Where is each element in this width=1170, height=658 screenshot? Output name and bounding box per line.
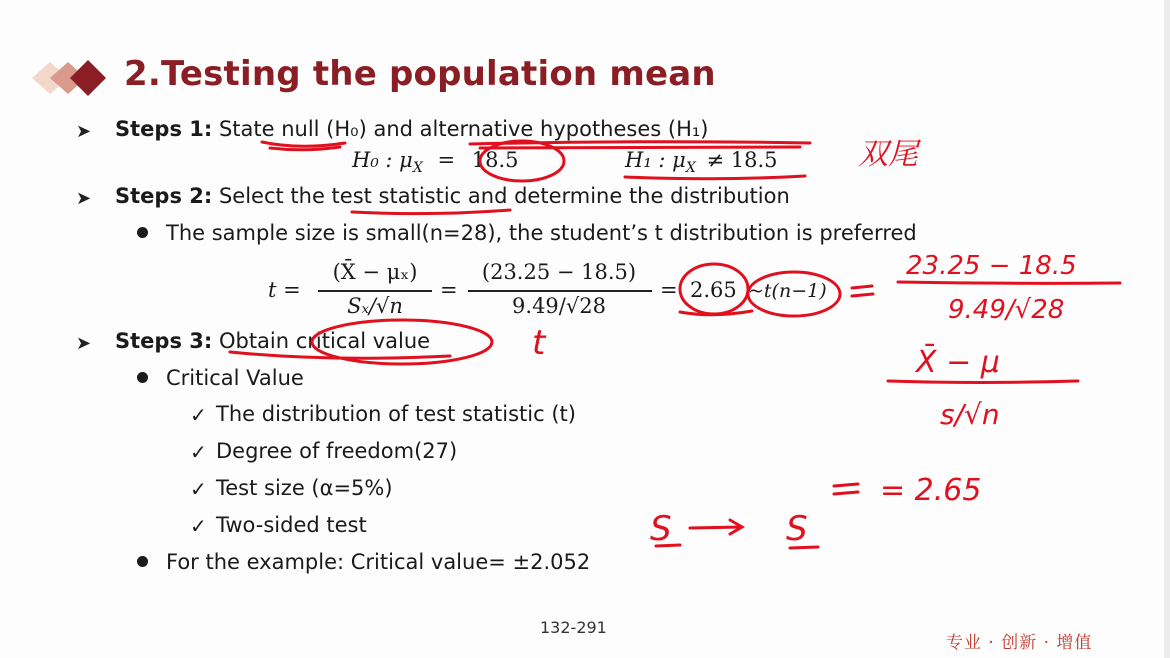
scroll-edge: [1164, 0, 1170, 658]
check-item: Test size (α=5%): [216, 476, 393, 500]
h0-sub: X: [412, 160, 423, 177]
footer-brand: 专业 · 创新 · 增值: [946, 633, 1093, 653]
formula-equals-3: =: [660, 278, 678, 302]
formula-t: t =: [268, 278, 301, 302]
step-1-text: State null (H₀) and alternative hypotheses (H₁): [218, 117, 709, 141]
h0-equals: =: [437, 148, 456, 172]
step-3-label: Steps 3:: [115, 329, 213, 353]
step-2-bullet: The sample size is small(n=28), the student’s t distribution is preferred: [166, 221, 917, 245]
t-note: t: [532, 323, 546, 363]
formula-denominator-1: Sₓ/√n: [347, 294, 403, 318]
formula-distribution: ~t(n−1): [748, 280, 827, 302]
check-icon: ✓: [190, 477, 207, 501]
step-3-bullet: Critical Value: [166, 366, 304, 390]
frac2-denominator-note: s/√n: [940, 398, 1000, 431]
check-icon: ✓: [190, 440, 207, 464]
check-item: Two-sided test: [216, 513, 367, 537]
formula-equals-2: =: [440, 278, 458, 302]
h0-lhs: H₀ : μ: [352, 148, 413, 172]
page-number: 132-291: [540, 618, 607, 637]
check-item: The distribution of test statistic (t): [216, 402, 576, 426]
s-note-1: S: [650, 509, 672, 549]
chinese-note: 双尾: [858, 137, 918, 172]
formula-numerator-2: (23.25 − 18.5): [481, 260, 637, 284]
formula-denominator-2: 9.49/√28: [512, 294, 606, 318]
step-2-text: Select the test statistic and determine the distribution: [218, 184, 790, 208]
arrow-bullet-icon: ➤: [76, 121, 92, 141]
step-3-text: Obtain critical value: [218, 329, 431, 353]
check-icon: ✓: [190, 403, 207, 427]
arrow-bullet-icon: ➤: [76, 188, 92, 208]
check-icon: ✓: [190, 514, 207, 538]
h1-sub: X: [685, 160, 696, 177]
frac1-denominator-note: 9.49/√28: [948, 295, 1065, 325]
check-item: Degree of freedom(27): [216, 439, 458, 463]
formula-result: 2.65: [690, 278, 737, 302]
example-critical-value: For the example: Critical value= ±2.052: [166, 550, 591, 574]
h1-lhs: H₁ : μ: [625, 148, 686, 172]
s-note-2: S: [786, 509, 808, 549]
arrow-bullet-icon: ➤: [76, 333, 92, 353]
h0-value: 18.5: [471, 148, 519, 172]
step-2-label: Steps 2:: [115, 184, 213, 208]
result-note: = 2.65: [880, 473, 982, 508]
formula-numerator-1: (X̄ − μₓ): [332, 260, 418, 284]
step-1-label: Steps 1:: [115, 117, 213, 141]
frac1-numerator-note: 23.25 − 18.5: [906, 251, 1077, 281]
frac2-numerator-note: X̄ − μ: [916, 345, 1000, 380]
slide-title: 2.Testing the population mean: [124, 54, 716, 94]
h1-rhs: ≠ 18.5: [706, 148, 778, 172]
